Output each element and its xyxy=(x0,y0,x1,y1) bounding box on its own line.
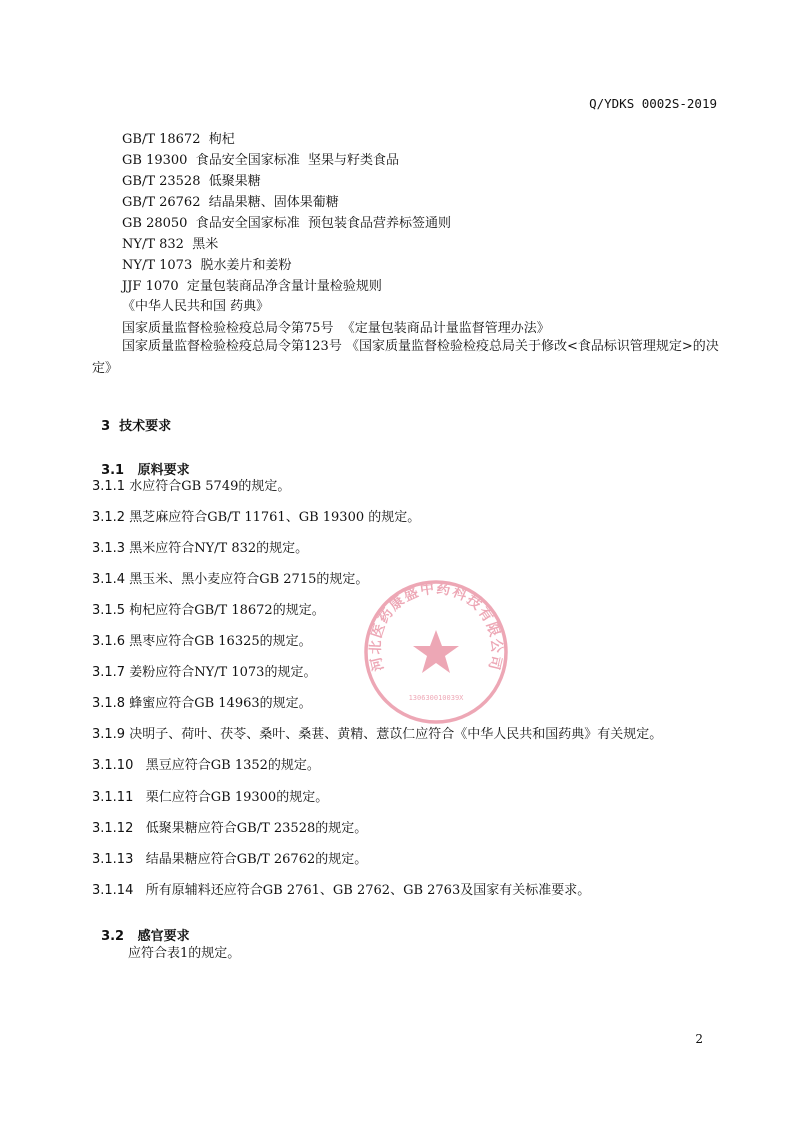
section-number: 3.2 xyxy=(101,929,125,944)
clause-item xyxy=(92,817,367,836)
clause-text: 蜂蜜应符合GB 14963的规定。 xyxy=(129,696,312,711)
clause-item xyxy=(92,630,312,649)
clause-text: 结晶果糖应符合GB/T 26762的规定。 xyxy=(145,852,368,867)
clause-text: 栗仁应符合GB 19300的规定。 xyxy=(145,790,329,805)
document-code: Q/YDKS 0002S-2019 xyxy=(589,96,717,111)
section-title: 感官要求 xyxy=(137,929,190,944)
clause-text: 低聚果糖应符合GB/T 23528的规定。 xyxy=(145,821,368,836)
clause-item xyxy=(92,475,290,494)
reference-item: 《中华人民共和国 药典》 xyxy=(122,299,270,314)
reference-item: NY/T 832 黑米 xyxy=(122,237,219,252)
clause-item xyxy=(92,754,320,773)
clause-text: 姜粉应符合NY/T 1073的规定。 xyxy=(129,665,317,680)
reference-item: 国家质量监督检验检疫总局令第75号 《定量包装商品计量监督管理办法》 xyxy=(122,321,550,336)
clause-number: 3.1.4 xyxy=(92,572,126,587)
section-number: 3 xyxy=(101,419,111,434)
clause-text: 决明子、荷叶、茯苓、桑叶、桑葚、黄精、薏苡仁应符合《中华人民共和国药典》有关规定。 xyxy=(129,727,663,742)
clause-number: 3.1.14 xyxy=(92,883,134,898)
seal-text: 河北医药康盛中药科技有限公司 xyxy=(367,580,505,673)
clause-item xyxy=(92,661,316,680)
clause-item xyxy=(92,568,368,587)
clause-number: 3.1.9 xyxy=(92,727,126,742)
seal-code: 130630010039X xyxy=(408,694,464,702)
clause-text: 所有原辅料还应符合GB 2761、GB 2762、GB 2763及国家有关标准要求。 xyxy=(145,883,591,898)
reference-item: JJF 1070 定量包装商品净含量计量检验规则 xyxy=(122,279,382,294)
reference-item: GB/T 23528 低聚果糖 xyxy=(122,174,261,189)
clause-item xyxy=(92,599,325,618)
section-number: 3.1 xyxy=(101,463,125,478)
section-title: 原料要求 xyxy=(137,463,190,478)
company-seal xyxy=(362,578,510,726)
clause-text: 黑豆应符合GB 1352的规定。 xyxy=(145,758,320,773)
clause-item xyxy=(92,848,367,867)
clause-text: 黑玉米、黑小麦应符合GB 2715的规定。 xyxy=(129,572,369,587)
section-heading-3-1 xyxy=(92,444,190,478)
clause-number: 3.1.11 xyxy=(92,790,134,805)
clause-item xyxy=(92,786,328,805)
clause-text: 黑芝麻应符合GB/T 11761、GB 19300 的规定。 xyxy=(129,510,421,525)
clause-text: 水应符合GB 5749的规定。 xyxy=(129,479,291,494)
reference-item: GB/T 18672 枸杞 xyxy=(122,132,235,147)
seal-star-icon xyxy=(413,630,459,673)
clause-text: 黑米应符合NY/T 832的规定。 xyxy=(129,541,309,556)
clause-number: 3.1.6 xyxy=(92,634,126,649)
clause-text: 黑枣应符合GB 16325的规定。 xyxy=(129,634,312,649)
page-number: 2 xyxy=(695,1032,703,1046)
clause-number: 3.1.13 xyxy=(92,852,134,867)
clause-item xyxy=(92,506,420,525)
section-body-text: 应符合表1的规定。 xyxy=(128,946,241,961)
clause-number: 3.1.1 xyxy=(92,479,126,494)
clause-item xyxy=(92,692,312,711)
clause-number: 3.1.12 xyxy=(92,821,134,836)
reference-item: GB/T 26762 结晶果糖、固体果葡糖 xyxy=(122,195,339,210)
reference-item: GB 19300 食品安全国家标准 坚果与籽类食品 xyxy=(122,153,399,168)
section-title: 技术要求 xyxy=(119,419,172,434)
reference-item-long: 国家质量监督检验检疫总局令第123号 《国家质量监督检验检疫总局关于修改<食品标识管理规定>的决定》 xyxy=(92,339,719,376)
clause-number: 3.1.10 xyxy=(92,758,134,773)
clause-number: 3.1.2 xyxy=(92,510,126,525)
section-heading-3 xyxy=(92,400,171,434)
reference-item: GB 28050 食品安全国家标准 预包装食品营养标签通则 xyxy=(122,216,451,231)
section-heading-3-2 xyxy=(92,910,190,944)
clause-number: 3.1.3 xyxy=(92,541,126,556)
reference-item: NY/T 1073 脱水姜片和姜粉 xyxy=(122,258,292,273)
clause-number: 3.1.8 xyxy=(92,696,126,711)
clause-text: 枸杞应符合GB/T 18672的规定。 xyxy=(129,603,325,618)
clause-item xyxy=(92,537,308,556)
clause-number: 3.1.5 xyxy=(92,603,126,618)
clause-number: 3.1.7 xyxy=(92,665,126,680)
clause-item xyxy=(92,879,590,898)
